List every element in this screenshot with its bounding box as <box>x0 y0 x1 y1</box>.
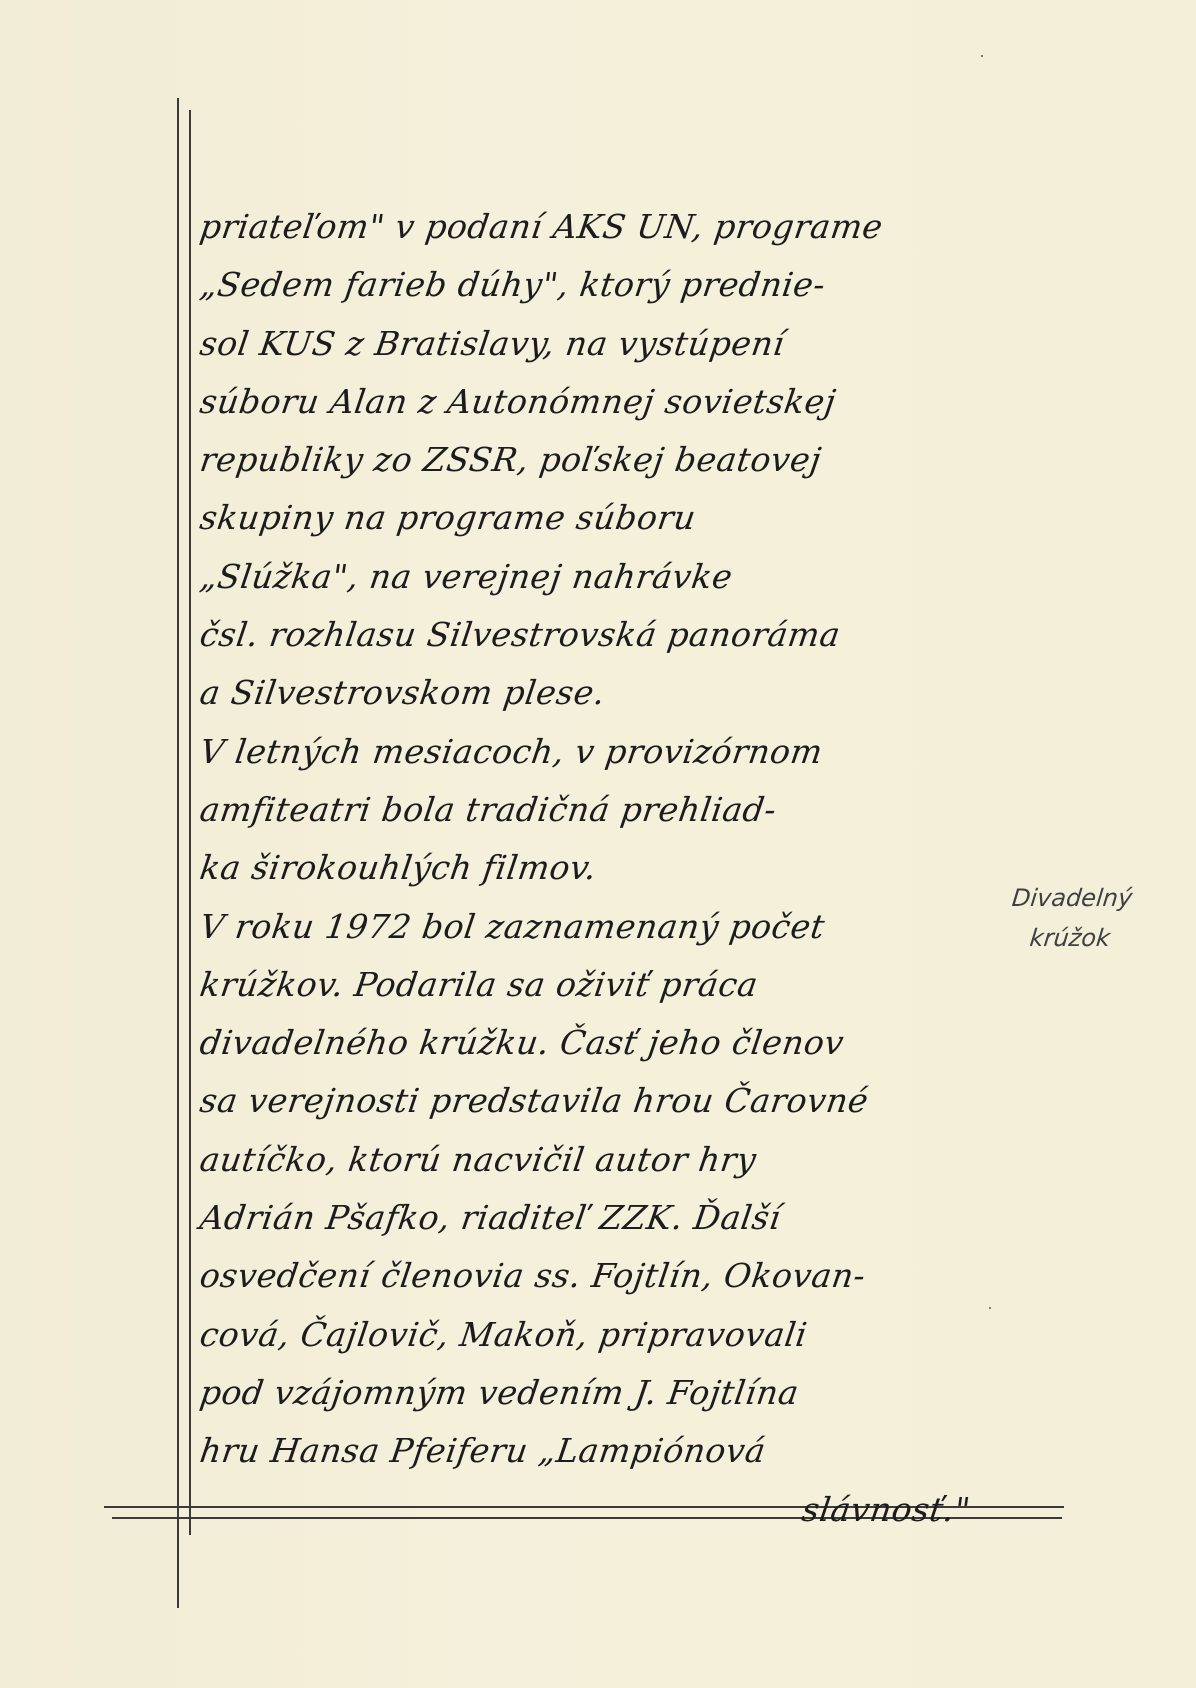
text-line: pod vzájomným vedením J. Fojtlína <box>197 1372 802 1412</box>
text-line: skupiny na programe súboru <box>197 498 699 538</box>
margin-note-line: Divadelný <box>1010 884 1134 912</box>
text-line: čsl. rozhlasu Silvestrovská panoráma <box>197 615 843 655</box>
text-line: „Sedem farieb dúhy", ktorý predniе- <box>197 265 828 305</box>
text-line: sol KUS z Bratislavy, na vystúpení <box>197 323 788 363</box>
text-line: priateľom" v podaní AKS UN, programe <box>197 207 886 246</box>
text-line: krúžkov. Podarila sa oživiť práca <box>197 964 761 1004</box>
text-line: sa verejnosti predstavila hrou Čarovné <box>197 1081 872 1121</box>
text-line: súboru Alan z Autonómnej sovietskej <box>197 381 839 421</box>
text-line: osvedčení členovia ss. Fojtlín, Okovan- <box>197 1256 869 1296</box>
text-line: hru Hansa Pfeiferu „Lampiónová <box>197 1431 769 1471</box>
text-line: republiky zo ZSSR, poľskej beatovej <box>197 440 824 480</box>
margin-rule-inner <box>189 110 191 1535</box>
text-line: V letných mesiacoch, v provizórnom <box>197 731 826 771</box>
margin-rule-outer <box>177 98 179 1608</box>
margin-note-line: krúžok <box>1028 924 1112 952</box>
text-line: amfiteatri bola tradičná prehliad- <box>197 789 779 829</box>
text-line: ka širokouhlých filmov. <box>197 848 600 888</box>
text-line: cová, Čajlovič, Makoň, pripravovali <box>197 1314 810 1354</box>
margin-note <box>1006 878 1184 958</box>
handwritten-text-block <box>196 198 1026 1539</box>
speck <box>981 55 983 57</box>
text-line: autíčko, ktorú nacvičil autor hry <box>197 1139 759 1179</box>
text-line: „Slúžka", na verejnej nahrávke <box>197 556 736 596</box>
text-line: slávnosť." <box>799 1489 973 1529</box>
text-line: V roku 1972 bol zaznamenaný počet <box>197 906 828 946</box>
text-line: Adrián Pšafko, riaditeľ ZZK. Ďalší <box>197 1198 784 1238</box>
text-line: divadelného krúžku. Časť jeho členov <box>197 1023 847 1063</box>
text-line: a Silvestrovskom plese. <box>197 673 608 713</box>
